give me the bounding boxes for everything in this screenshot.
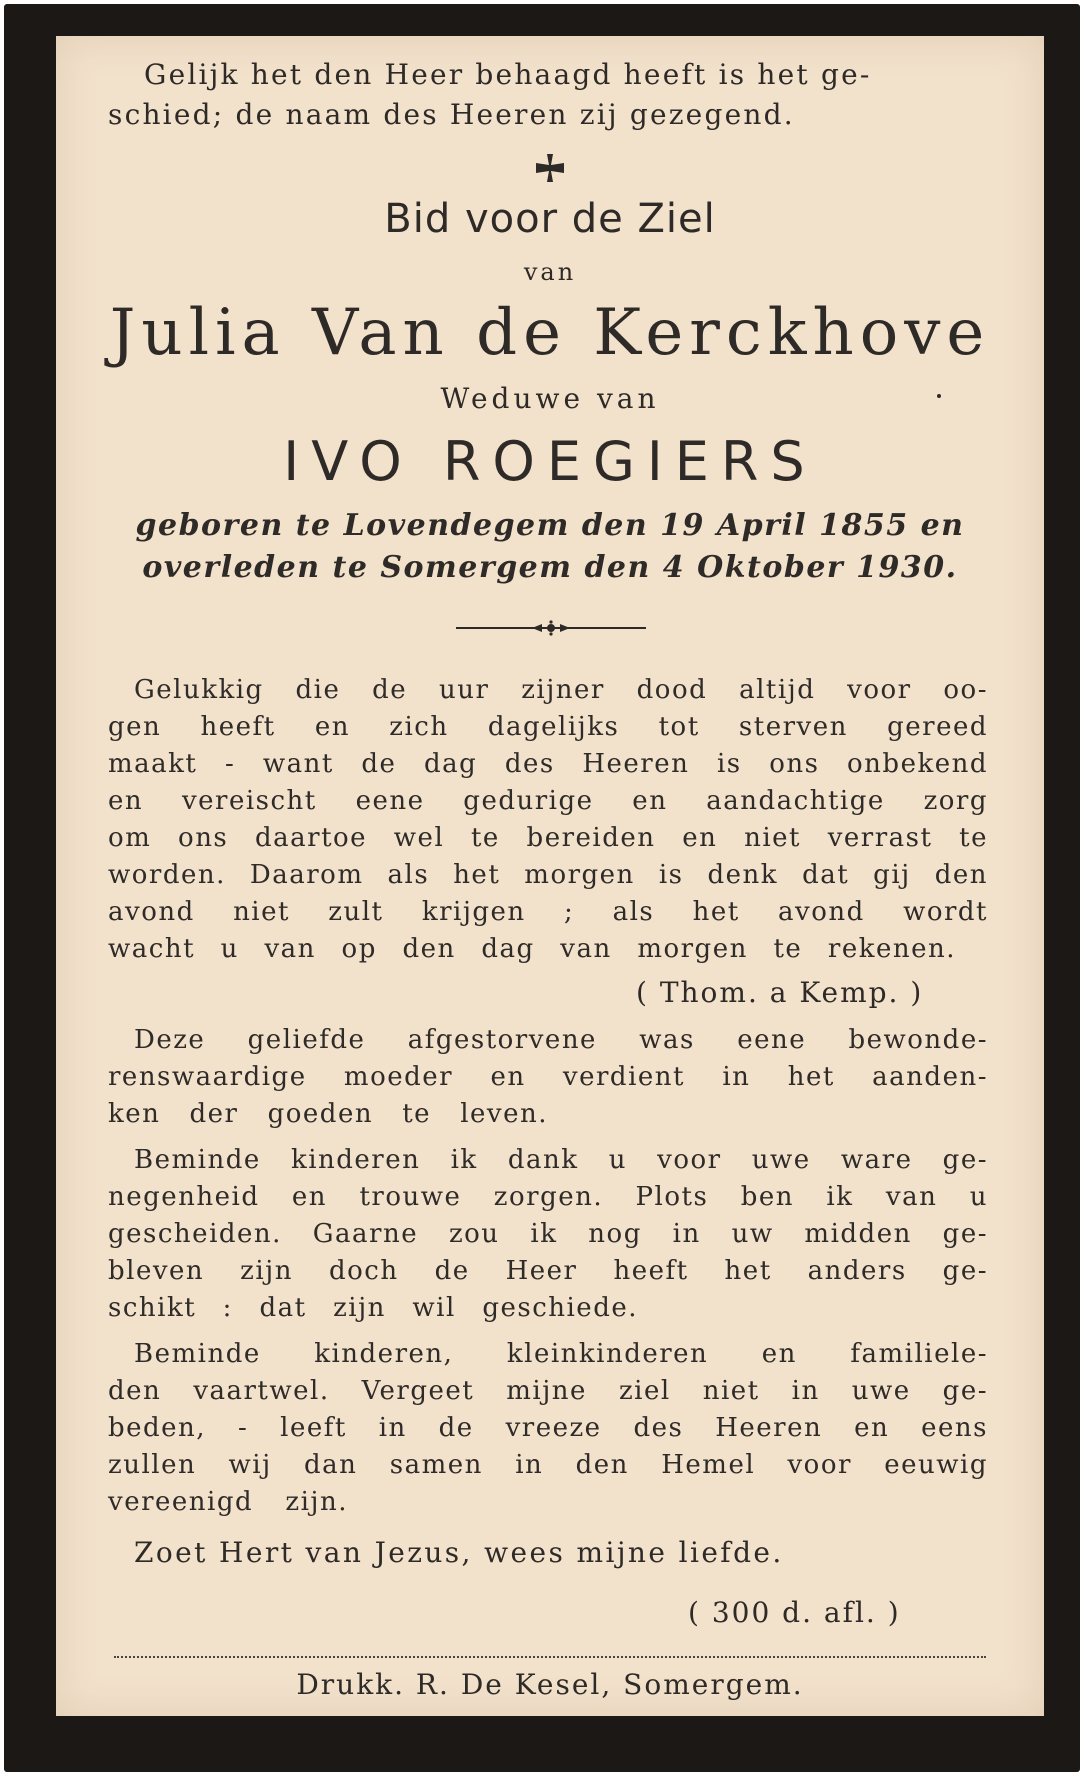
indulgence-note: ( 300 d. afl. )	[688, 1596, 901, 1629]
widow-of-label: Weduwe van	[440, 382, 660, 415]
paragraph-2-line: ken der goeden te leven.	[108, 1099, 548, 1129]
van-label: van	[523, 258, 577, 286]
paragraph-4-line: Beminde kinderen, kleinkinderen en familiele-	[134, 1339, 988, 1369]
memorial-card	[56, 36, 1044, 1716]
paragraph-1-line: en vereischt eene gedurige en aandachtige zorg	[108, 786, 988, 816]
mourning-card-border	[4, 4, 1080, 1772]
paragraph-3-line: schikt : dat zijn wil geschiede.	[108, 1293, 638, 1323]
paragraph-2-line: Deze geliefde afgestorvene was eene bewonde-	[134, 1025, 988, 1055]
header-line-2: schied; de naam des Heeren zij gezegend.	[108, 98, 795, 131]
paragraph-1-line: wacht u van op den dag van morgen te rekenen.	[108, 934, 956, 964]
birth-line: geboren te Lovendegem den 19 April 1855 en	[135, 508, 965, 543]
deceased-name: Julia Van de Kerckhove	[109, 296, 991, 370]
paragraph-3-line: gescheiden. Gaarne zou ik nog in uw midden ge-	[108, 1219, 988, 1249]
printer-imprint: Drukk. R. De Kesel, Somergem.	[296, 1668, 804, 1701]
paragraph-3-line: negenheid en trouwe zorgen. Plots ben ik van u	[108, 1182, 988, 1212]
paragraph-4-line: zullen wij dan samen in den Hemel voor eeuwig	[108, 1450, 988, 1480]
paragraph-2-line: renswaardige moeder en verdient in het aanden-	[108, 1062, 988, 1092]
paragraph-3-line: bleven zijn doch de Heer heeft het anders ge-	[108, 1256, 988, 1286]
header-line-1: Gelijk het den Heer behaagd heeft is het ge-	[144, 58, 872, 91]
spouse-name: IVO ROEGIERS	[283, 430, 817, 493]
paragraph-4-line: den vaartwel. Vergeet mijne ziel niet in uwe ge-	[108, 1376, 988, 1406]
paragraph-1-line: Gelukkig die de uur zijner dood altijd voor oo-	[134, 675, 988, 705]
dotted-divider	[114, 1656, 986, 1658]
paragraph-4-line: beden, - leeft in de vreeze des Heeren en eens	[108, 1413, 988, 1443]
cross-pattee-icon	[534, 152, 566, 184]
paragraph-1-line: gen heeft en zich dagelijks tot sterven gereed	[108, 712, 988, 742]
paragraph-4-line: vereenigd zijn.	[108, 1487, 348, 1517]
paragraph-1-line: om ons daartoe wel te bereiden en niet verrast te	[108, 823, 988, 853]
paragraph-1-line: worden. Daarom als het morgen is denk dat gij den	[108, 860, 988, 890]
death-line: overleden te Somergem den 4 Oktober 1930.	[142, 550, 958, 585]
closing-invocation: Zoet Hert van Jezus, wees mijne liefde.	[134, 1536, 784, 1569]
paragraph-3-line: Beminde kinderen ik dank u voor uwe ware ge-	[134, 1145, 988, 1175]
prayer-heading: Bid voor de Ziel	[384, 196, 716, 242]
ornamental-divider	[456, 620, 646, 636]
paragraph-1-line: maakt - want de dag des Heeren is ons onbekend	[108, 749, 988, 779]
citation: ( Thom. a Kemp. )	[636, 976, 924, 1009]
paragraph-1-line: avond niet zult krijgen ; als het avond wordt	[108, 897, 988, 927]
